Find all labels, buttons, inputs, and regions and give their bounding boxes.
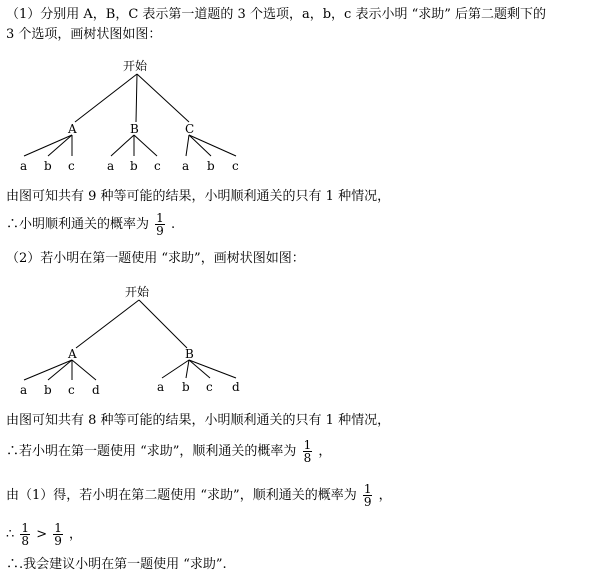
part2-prob-suffix: ， — [318, 444, 332, 459]
ineq-suffix: ， — [69, 527, 83, 542]
tree1-node-A: A — [68, 122, 77, 136]
tree-diagram-2 — [0, 278, 300, 402]
tree1-node-C: C — [185, 122, 195, 136]
fraction-denominator: 9 — [363, 495, 372, 509]
part1-probability-line — [6, 212, 175, 237]
greater-than-sign: > — [36, 527, 48, 542]
tree-diagram-1 — [0, 52, 300, 180]
tree2-leaf: c — [68, 383, 75, 397]
tree1-leaf: a — [107, 159, 115, 173]
tree1-leaf: a — [182, 159, 190, 173]
fraction-numerator: 1 — [54, 521, 62, 535]
part2-compare-suffix: ， — [378, 488, 392, 503]
tree1-leaf: a — [20, 159, 28, 173]
tree1-root-label: 开始 — [123, 59, 148, 73]
fraction-1-8 — [20, 522, 30, 547]
part1-intro-line2: 3 个选项，画树状图如图： — [6, 27, 162, 42]
tree1-leaf: b — [44, 159, 52, 173]
fraction-numerator: 1 — [21, 521, 30, 535]
fraction-denominator: 8 — [21, 534, 30, 548]
fraction-1-9 — [155, 212, 165, 237]
ineq-prefix: ∴ — [6, 527, 15, 542]
fraction-numerator: 1 — [303, 438, 312, 452]
part2-compare-line — [6, 483, 392, 508]
tree1-leaf: c — [232, 159, 239, 173]
tree2-leaf: a — [157, 380, 165, 394]
tree1-leaf: b — [130, 159, 138, 173]
tree2-leaf: b — [44, 383, 52, 397]
tree2-root-label: 开始 — [125, 285, 150, 299]
part1-prob-prefix: ∴小明顺利通关的概率为 — [6, 217, 150, 232]
part1-result-line: 由图可知共有 9 种等可能的结果，小明顺利通关的只有 1 种情况， — [6, 189, 391, 204]
tree1-node-B: B — [130, 122, 139, 136]
fraction-denominator: 8 — [303, 451, 312, 465]
fraction-denominator: 9 — [156, 224, 164, 238]
fraction-numerator: 1 — [363, 482, 372, 496]
tree1-leaf: b — [207, 159, 215, 173]
part1-prob-suffix: . — [170, 217, 176, 232]
tree2-leaf: a — [20, 383, 28, 397]
conclusion-line: ∴.我会建议小明在第一题使用 “求助”. — [6, 557, 227, 572]
tree2-leaf: b — [182, 380, 190, 394]
tree1-leaf: c — [68, 159, 75, 173]
tree2-leaf: d — [232, 380, 240, 394]
fraction-1-9 — [53, 522, 63, 547]
fraction-numerator: 1 — [156, 211, 164, 225]
tree2-leaf: d — [92, 383, 100, 397]
part2-prob-prefix: ∴若小明在第一题使用 “求助”，顺利通关的概率为 — [6, 444, 297, 459]
tree1-leaf: c — [154, 159, 161, 173]
tree2-leaf: c — [206, 380, 213, 394]
fraction-1-8 — [303, 439, 313, 464]
tree2-node-B: B — [185, 347, 194, 361]
part2-result-line: 由图可知共有 8 种等可能的结果，小明顺利通关的只有 1 种情况， — [6, 413, 391, 428]
part2-intro: （2）若小明在第一题使用 “求助”，画树状图如图： — [6, 251, 305, 266]
part2-compare-prefix: 由（1）得，若小明在第二题使用 “求助”，顺利通关的概率为 — [6, 488, 357, 503]
part2-probability-line — [6, 439, 331, 464]
fraction-denominator: 9 — [54, 534, 62, 548]
inequality-line — [6, 522, 82, 547]
part1-intro-line1: （1）分别用 A，B，C 表示第一道题的 3 个选项，a，b，c 表示小明 “求助” 后第二题剩下的 — [6, 7, 547, 22]
tree2-node-A: A — [68, 347, 77, 361]
fraction-1-9 — [363, 483, 373, 508]
